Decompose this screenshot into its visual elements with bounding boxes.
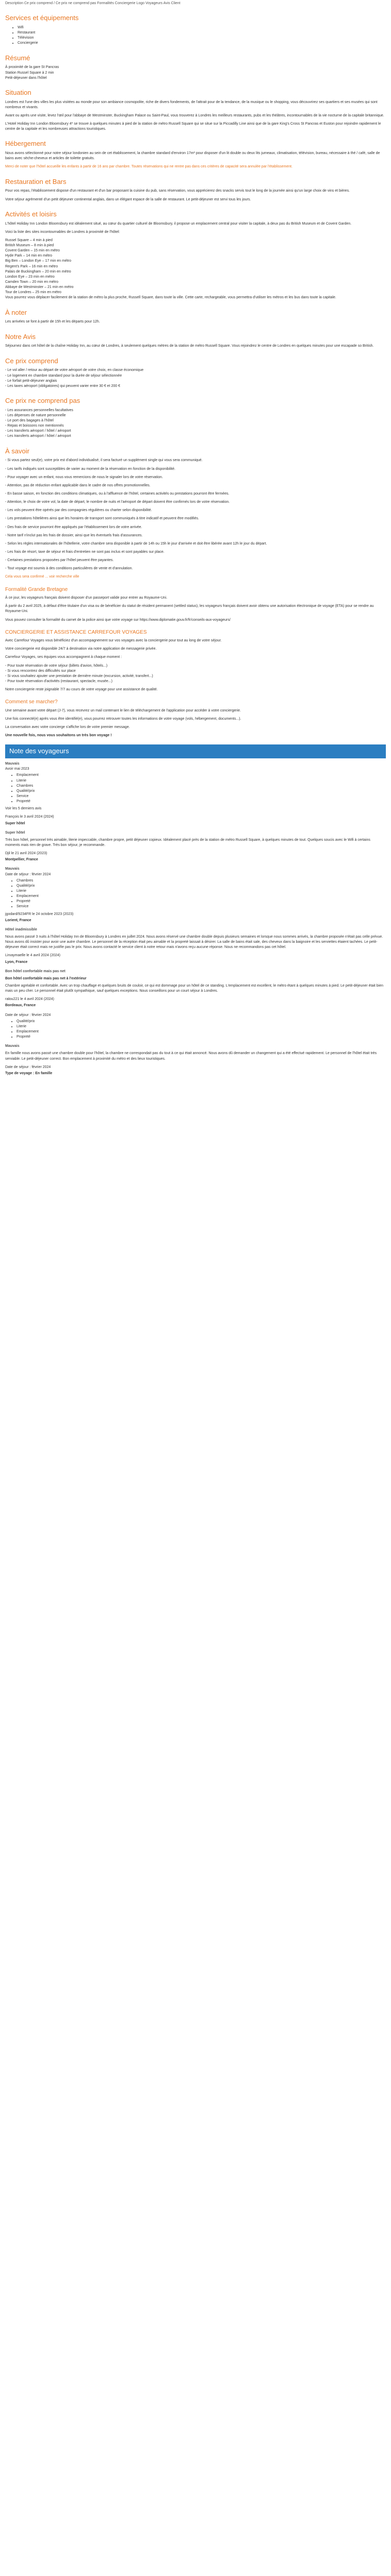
avis-text: Séjournez dans cet hôtel de la chaîne Holiday Inn, au cœur de Londres, à seulement quelques mètres de la station de métro Russell Square. Vous rejoindrez le centre de Londres en quelques minutes pour une escapade so British. — [5, 344, 374, 348]
resume-line: Petit-déjeuner dans l'hôtel — [5, 76, 47, 80]
comprend-item: - Les taxes aéroport (obligatoires) qui peuvent varier entre 30 € et 200 € — [5, 384, 386, 389]
situation-paragraph: L'Hotel Holiday Inn London Bloomsbury 4* se trouve à quelques minutes à pied de la station de métro Russell Square qui se situe sur la Piccadilly Line ainsi que de la gare King's Cross St Pancras et Euston pour rejoindre rapidement le centre de la capitale et les nombreuses attractions touristiques. — [5, 122, 381, 131]
conciergerie-body — [5, 638, 386, 692]
review-type: Super hôtel — [5, 821, 25, 825]
review-criterion: • Emplacement — [17, 773, 386, 778]
review-rating-label: Mauvais — [5, 762, 20, 766]
review-date: Date de séjour : février 2024 — [5, 1013, 51, 1017]
review-criterion: • Literie — [17, 889, 386, 894]
review-author: jgodard/9234FR le 24 octobre 2023 (2023) — [5, 912, 74, 916]
activites-sites-intro: Voici la liste des sites incontournables de Londres à proximité de l'hôtel: — [5, 230, 120, 234]
comprend-title: Ce prix comprend — [5, 357, 58, 365]
review-author: Lirvaymaelle le 4 avril 2024 (2024) — [5, 954, 60, 958]
activites-title: Activités et loisirs — [5, 210, 57, 218]
resume-line: Station Russel Square à 2 min — [5, 71, 54, 75]
review-item — [5, 831, 386, 863]
conciergerie-list — [5, 664, 386, 685]
service-item: • Conciergerie — [18, 41, 386, 46]
savoir-paragraph: - Selon les règles internationales de l'hôtellerie, votre chambre sera disponible à partir de 14h ou 15h le jour d'arrivée et doit être libérée avant 12h le jour du départ. — [5, 541, 267, 546]
ne-comprend-item: - Les assurances personnelles facultatives — [5, 408, 386, 413]
site-item: Palais de Buckingham – 20 min en métro — [5, 269, 71, 274]
situation-title: Situation — [5, 88, 31, 96]
hebergement-text: Nous avons sélectionné pour notre séjour londonien au sein de cet établissement, la chambre standard d'environ 17m² pour disposer d'un lit double ou deux lits jumeaux, climatisation, télévision, bureau, nécessaire à thé / café, salle de bains avec sèche-cheveux et articles de toilette gratuits. — [5, 151, 380, 161]
savoir-paragraph: - Si vous partez seul(e), votre prix est d'abord individualisé, il sera facturé un supplément single qui vous sera communiqué. — [5, 459, 203, 463]
review-date: Date de séjour : février 2024 — [5, 872, 51, 876]
reviews-header: Note des voyageurs — [5, 744, 386, 758]
resume-line: À proximité de la gare St Pancras — [5, 65, 59, 70]
review-type: Bordeaux, France — [5, 1004, 36, 1008]
savoir-paragraph: - En basse saison, en fonction des conditions climatiques, ou à l'affluence de l'hôtel, certaines activités ou prestations pourront être fermées. — [5, 492, 230, 496]
review-item — [5, 1044, 386, 1076]
formalites-paragraph: À ce jour, les voyageurs français doivent disposer d'un passeport valide pour entrer au Royaume-Uni. — [5, 596, 168, 600]
review-rating-label: Mauvais — [5, 1044, 20, 1048]
formalites-paragraph: Vous pouvez consulter la formalité du carnet de la police ainsi que votre voyage sur https://www.diplomatie.gouv.fr/fr/conseils-aux-voyageurs/ — [5, 618, 231, 622]
formalites-paragraph: À partir du 2 avril 2025, à défaut d'être titulaire d'un visa ou de bénéficier du statut de résident permanent (settled status), les voyageurs français doivent avoir obtenu une autorisation électronique de voyage (ETA) pour se rendre au Royaume-Uni. — [5, 604, 374, 614]
conciergerie-item: - Pour toute réservation de votre séjour (billets d'avion, hôtels...) — [5, 664, 386, 669]
review-type: Type de voyage : En famille — [5, 1071, 53, 1075]
formalites-body — [5, 596, 386, 623]
review-rating-label: Hôtel inadmissible — [5, 927, 37, 931]
review-criteria-list — [5, 773, 386, 804]
connecter-paragraph: Une semaine avant votre départ (J-7), vous recevrez un mail contenant le lien de téléchargement de l'application pour accéder à votre conciergerie. — [5, 708, 241, 713]
comprend-list — [5, 368, 386, 389]
avis-title: Notre Avis — [5, 332, 36, 341]
review-criterion: • Propreté — [17, 799, 386, 804]
savoir-paragraph: - Pour voyager avec un enfant, nous vous remercions de nous le signaler lors de votre réservation. — [5, 475, 163, 479]
connecter-paragraph: Une fois connecté(e) après vous être identifié(e), vous pourrez retrouver toutes les informations de votre voyage (vols, hébergement, documents...). — [5, 717, 241, 721]
site-item: British Museum – 8 min à pied — [5, 244, 54, 248]
resume-title: Résumé — [5, 54, 30, 62]
hebergement-title: Hébergement — [5, 140, 46, 148]
review-criterion: • Propreté — [17, 899, 386, 904]
service-item: • Télévision — [18, 36, 386, 41]
site-item: Hyde Park – 14 min en métro — [5, 254, 53, 258]
site-item: Regent's Park – 16 min en métro — [5, 264, 58, 268]
site-item: Abbaye de Westminster – 21 min en métro — [5, 285, 74, 290]
connecter-title: Comment se marcher? — [5, 699, 58, 705]
review-author: Date de séjour : février 2024 — [5, 1065, 51, 1069]
ne-comprend-item: - Repas et boissons non mentionnés — [5, 423, 386, 429]
site-item: Russel Square – 4 min à pied — [5, 238, 53, 242]
connecter-paragraph: La conversation avec votre concierge s'affiche lors de votre premier message. — [5, 725, 130, 730]
review-criterion: • Literie — [17, 1024, 386, 1029]
ne-comprend-title: Ce prix ne comprend pas — [5, 396, 80, 404]
restauration-paragraph: Pour vos repas, l'établissement dispose d'un restaurant et d'un bar proposant la cuisine du pub, sans réservation, vous apprécierez des snacks servis tout le long de la journée ainsi qu'un large choix de vins et bières. — [5, 189, 350, 193]
review-type: Montpellier, France — [5, 858, 38, 862]
review-item — [5, 969, 386, 1009]
conciergerie-item: - Si vous rencontrez des difficultés sur place — [5, 669, 386, 674]
review-criterion: • Literie — [17, 778, 386, 784]
savoir-paragraph: - Des frais de service pourront être appliqués par l'établissement lors de votre arrivée. — [5, 525, 142, 529]
situation-body — [5, 100, 386, 132]
review-criterion: • Service — [17, 904, 386, 909]
review-author: ralou221 le 4 avril 2024 (2024) — [5, 997, 54, 1002]
review-criterion: • Qualité/prix — [17, 789, 386, 794]
comprend-item: - Le logement en chambre standard pour la durée de séjour sélectionnée — [5, 374, 386, 379]
restauration-body — [5, 189, 386, 202]
review-criteria-list — [5, 878, 386, 910]
ne-comprend-item: - Les transferts aéroport / hôtel / aéroport — [5, 434, 386, 439]
review-rating-label: Bon hôtel confortable mais pas net — [5, 969, 66, 973]
conciergerie-paragraph: Carrefour Voyages, ses équipes vous accompagnent à chaque moment : — [5, 655, 122, 659]
conciergerie-item: - Pour toute réservation d'activités (restaurant, spectacle, musée...) — [5, 679, 386, 684]
conciergerie-paragraph: Avec Carrefour Voyages vous bénéficiez d'un accompagnement sur vos voyages avec la conciergerie pour tout au long de votre séjour. — [5, 639, 222, 643]
activites-text: L'hôtel Holiday Inn London Bloomsbury est idéalement situé, au cœur du quartier culturel de Bloomsbury, il propose un emplacement central pour visiter la capitale, à deux pas du British Museum et de Covent Garden. — [5, 222, 352, 226]
review-criterion: • Qualité/prix — [17, 884, 386, 889]
review-item — [5, 761, 386, 826]
review-criteria-list — [5, 1019, 386, 1040]
hebergement-warning: Merci de noter que l'hôtel accueille les enfants à partir de 16 ans par chambre. Toutes réservations qui ne rentre pas dans ces critères de capacité sera annulée par l'établissement. — [5, 165, 293, 169]
service-item: • Restaurant — [18, 30, 386, 36]
anote-title: À noter — [5, 308, 27, 316]
conciergerie-closing: Notre conciergerie reste joignable 7/7 au cours de votre voyage pour une assistance de qualité. — [5, 688, 158, 692]
review-criterion: • Qualité/prix — [17, 1019, 386, 1024]
savoir-paragraph: - Les prestations hôtelières ainsi que les horaires de transport sont communiqués à titre indicatif et peuvent être modifiés. — [5, 517, 199, 521]
review-body: Nous avons passé 3 nuits à l'hôtel Holiday Inn de Bloomsbury à Londres en juillet 2024. Nous avons réservé une chambre double depuis plusieurs semaines et lorsque nous sommes arrivés, la chambre proposée n'était pas celle prévue. Nous avons dû insister pour avoir une autre chambre. Le personnel de la réception était peu aimable et la propreté laissait à désirer. La salle de bains était sale, des cheveux dans la baignoire et les serviettes étaient tachées. Le petit-déjeuner était correct mais ne justifie pas le prix. Nous avons contacté le service client à notre retour mais n'avons reçu aucune réponse. Nous ne recommandons pas cet hôtel. — [5, 935, 383, 950]
ne-comprend-list — [5, 408, 386, 439]
conciergerie-title: CONCIERGERIE ET ASSISTANCE CARREFOUR VOYAGES — [5, 629, 147, 635]
review-body: Très bon hôtel, personnel très aimable, literie impeccable, chambre propre, petit déjeuner copieux. Idéalement placé près de la station de métro Russell Square, à quelques minutes de tout. Quelques soucis avec le Wifi à certains moments mais rien de grave. Très bon séjour, je recommande. — [5, 838, 370, 847]
savoir-paragraph: - Les tarifs indiqués sont susceptibles de varier au moment de la réservation en fonction de la disponibilité. — [5, 467, 175, 471]
restauration-title: Restauration et Bars — [5, 177, 67, 185]
activites-note: Vous pourrez vous déplacer facilement de la station de métro la plus proche, Russell Square, dans toute la ville. Cette carte, rechargeable, vous permettra d'utiliser les métros et les bus dans toute la capitale. — [5, 296, 336, 300]
formalites-link[interactable]: Cela vous sera confirmé ... voir recherche ville — [5, 575, 79, 579]
formalites-title: Formalité Grande Bretagne — [5, 586, 68, 592]
site-item: Big Ben – London Eye – 17 min en métro — [5, 259, 72, 263]
review-date: Avoir mai 2023 — [5, 767, 29, 771]
restauration-paragraph: Votre séjour agrémenté d'un petit déjeuner continental anglais, dans un élégant espace de la salle de restaurant. Le petit-déjeuner est servi tous les jours. — [5, 197, 251, 201]
site-item: Tour de Londres – 25 min en métro — [5, 291, 61, 295]
anote-text: Les arrivées se font à partir de 15h et les départs pour 12h. — [5, 320, 100, 324]
connecter-body — [5, 708, 386, 739]
review-author: Djil le 21 avril 2024 (2023) — [5, 852, 47, 856]
services-list — [5, 25, 386, 46]
review-body: Voir les 5 derniers avis — [5, 807, 42, 811]
review-criterion: • Propreté — [17, 1035, 386, 1040]
review-criterion: • Emplacement — [17, 894, 386, 899]
savoir-paragraph: - Tout voyage est soumis à des conditions particulières de vente et d'annulation. — [5, 567, 133, 571]
review-body-title: Bon hôtel confortable mais pas net à l'extérieur — [5, 976, 87, 980]
ne-comprend-item: - Les dépenses de nature personnelle — [5, 413, 386, 418]
site-item: London Eye – 23 min en métro — [5, 275, 55, 279]
review-item — [5, 867, 386, 923]
resume-lines — [5, 65, 386, 80]
services-title: Services et équipements — [5, 14, 79, 22]
savoir-paragraph: - Certaines prestations proposées par l'hôtel peuvent être payantes. — [5, 558, 114, 563]
ne-comprend-item: - Les transferts aéroport / hôtel / aéroport — [5, 429, 386, 434]
connecter-final: Une nouvelle fois, nous vous souhaitons un très bon voyage ! — [5, 734, 112, 738]
review-criterion: • Emplacement — [17, 1029, 386, 1035]
review-criterion: • Chambres — [17, 878, 386, 884]
ne-comprend-item: - Le port des bagages à l'hôtel — [5, 418, 386, 423]
situation-paragraph: Avant ou après une visite, levez l'œil pour l'abbaye de Westminster, Buckingham Palace ou Saint-Paul, vous trouverez à Londres les meilleurs restaurants, pubs et les théâtres, incontournables de la vie nocturne de la capitale britannique. — [5, 113, 384, 117]
savoir-paragraph: - Les frais de résort, taxe de séjour et frais d'entretien ne sont pas inclus et sont payables sur place. — [5, 550, 165, 554]
review-body: Chambre agréable et confortable. Avec un trop chauffage et quelques bruits de couloir, ce qui est dommage pour un hôtel de ce standing. L'emplacement est excellent, le métro étant à quelques minutes à pied. Le petit-déjeuner était bien mais un peu cher. Le personnel était plutôt sympathique, sauf quelques exceptions. Nous conseillons pour un court séjour à Londres. — [5, 984, 384, 993]
review-criterion: • Chambres — [17, 784, 386, 789]
situation-paragraph: Londres est l'une des villes les plus visitées au monde pour son ambiance cosmopolite, riche de divers fondements, de l'attrait pour de la tendance, de la musique ou le shopping, vous découvrirez ses quartiers et ses musées qui sont nombreux et vivants. — [5, 100, 378, 109]
savoir-paragraph: - Notre tarif n'inclut pas les frais de dossier, ainsi que les éventuels frais d'assurances. — [5, 533, 143, 537]
reviews-list — [5, 761, 386, 1076]
conciergerie-paragraph: Votre conciergerie est disponible 24/7 à destination via notre application de messagerie privée. — [5, 647, 157, 651]
savoir-paragraph: - Attention, pas de réduction enfant applicable dans le cadre de nos offres promotionnelles. — [5, 483, 151, 487]
savoir-title: À savoir — [5, 447, 29, 455]
savoir-body — [5, 458, 386, 571]
page — [0, 0, 391, 1091]
savoir-paragraph: - Les vols peuvent être opérés par des compagnies régulières ou charter selon disponibilité. — [5, 509, 152, 513]
review-item — [5, 1013, 386, 1040]
review-author: François le 3 avril 2024 (2024) — [5, 815, 54, 819]
review-rating-label: Super hôtel — [5, 831, 25, 835]
service-item: • Wifi — [18, 25, 386, 30]
review-type: Lorient, France — [5, 918, 31, 922]
tab-navigation[interactable]: Description Ce prix comprend / Ce prix ne comprend pas Formalités Conciergerie Logo Voyageurs Avis Client — [5, 2, 181, 5]
review-item — [5, 927, 386, 965]
review-criterion: • Service — [17, 794, 386, 799]
comprend-item: - Le vol aller / retour au départ de votre aéroport de votre choix, en classe économique — [5, 368, 386, 373]
savoir-paragraph: - Attention, le choix de votre vol, la date de départ, le nombre de nuits et l'aéroport de départ doivent être confirmés lors de votre réservation. — [5, 500, 230, 504]
activites-sites — [5, 238, 386, 296]
comprend-item: - Le forfait petit-déjeuner anglais — [5, 379, 386, 384]
review-type: Lyon, France — [5, 960, 28, 964]
conciergerie-item: - Si vous souhaitez ajouter une prestation de dernière minute (excursion, activité, transfert...) — [5, 674, 386, 679]
review-rating-label: Mauvais — [5, 867, 20, 871]
site-item: Covent Garden – 15 min en métro — [5, 249, 60, 253]
review-body: En famille nous avons passé une chambre double pour l'hôtel, la chambre ne correspondait pas du tout à ce qui était annoncé. Nous avons dû demander un changement qui a été effectué rapidement. Le personnel de l'hôtel était très serviable. Le petit-déjeuner correct. Bon emplacement à proximité du métro et des lieux touristiques. — [5, 1052, 377, 1061]
site-item: Camden Town – 20 min en métro — [5, 280, 58, 284]
